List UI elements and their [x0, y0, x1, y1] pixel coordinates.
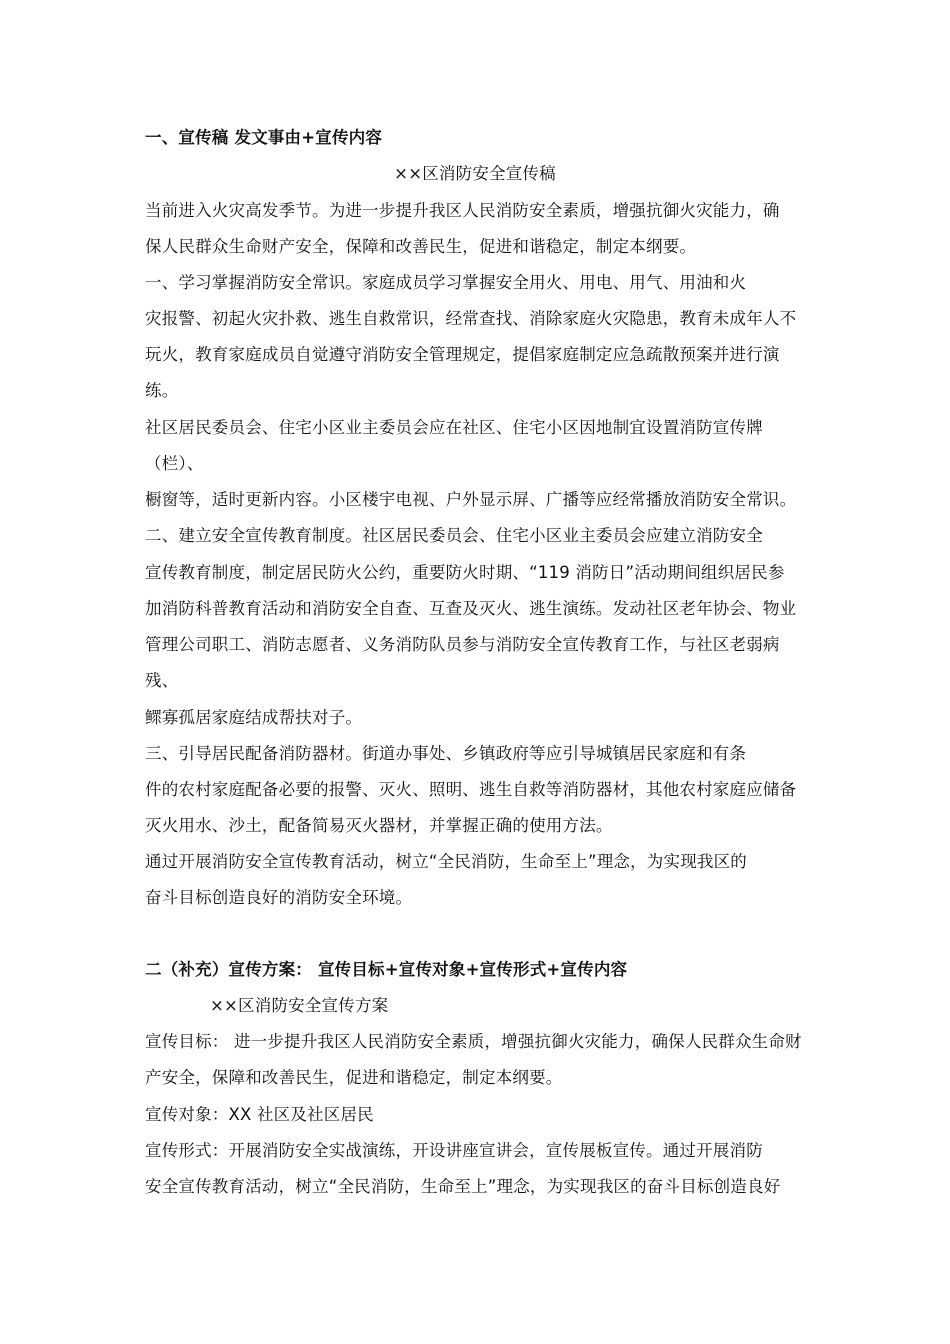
- body-line: 灾报警、初起火灾扑救、逃生自救常识，经常查找、消除家庭火灾隐患，教育未成年人不: [145, 309, 797, 328]
- section2-title: ××区消防安全宣传方案: [210, 996, 389, 1015]
- body-line: 保人民群众生命财产安全，保障和改善民生，促进和谐稳定，制定本纲要。: [145, 237, 697, 256]
- body-line: 鳏寡孤居家庭结成帮扶对子。: [145, 708, 363, 727]
- body-line: 当前进入火灾高发季节。为进一步提升我区人民消防安全素质，增强抗御火灾能力，确: [145, 201, 780, 220]
- body-line: 残、: [145, 671, 179, 690]
- body-line: 加消防科普教育活动和消防安全自查、互查及灭火、逃生演练。发动社区老年协会、物业: [145, 599, 797, 618]
- body-line: 宣传形式：开展消防安全实战演练，开设讲座宣讲会，宣传展板宣传。通过开展消防: [145, 1141, 763, 1160]
- body-line: 宣传目标： 进一步提升我区人民消防安全素质，增强抗御火灾能力，确保人民群众生命财: [145, 1032, 802, 1051]
- section1-heading: 一、宣传稿 发文事由+宣传内容: [145, 128, 383, 147]
- body-line: 社区居民委员会、住宅小区业主委员会应在社区、住宅小区因地制宜设置消防宣传牌: [145, 418, 763, 437]
- body-line: 宣传对象：XX 社区及社区居民: [145, 1105, 374, 1124]
- body-line: 练。: [145, 381, 179, 400]
- body-line: 一、学习掌握消防安全常识。家庭成员学习掌握安全用火、用电、用气、用油和火: [145, 273, 747, 292]
- body-line: 玩火，教育家庭成员自觉遵守消防安全管理规定，提倡家庭制定应急疏散预案并进行演: [145, 345, 780, 364]
- body-line: （栏）、: [145, 454, 204, 473]
- body-line: 三、引导居民配备消防器材。街道办事处、乡镇政府等应引导城镇居民家庭和有条: [145, 744, 747, 763]
- body-line: 二、建立安全宣传教育制度。社区居民委员会、住宅小区业主委员会应建立消防安全: [145, 526, 763, 545]
- body-line: 宣传教育制度，制定居民防火公约，重要防火时期、“119 消防日”活动期间组织居民参: [145, 563, 785, 582]
- body-line: 件的农村家庭配备必要的报警、灭火、照明、逃生自救等消防器材，其他农村家庭应储备: [145, 780, 797, 799]
- body-line: 奋斗目标创造良好的消防安全环境。: [145, 888, 413, 907]
- body-line: 产安全，保障和改善民生，促进和谐稳定，制定本纲要。: [145, 1068, 563, 1087]
- body-line: 安全宣传教育活动，树立“全民消防，生命至上”理念，为实现我区的奋斗目标创造良好: [145, 1177, 781, 1196]
- body-line: 通过开展消防安全宣传教育活动，树立“全民消防，生命至上”理念，为实现我区的: [145, 852, 747, 871]
- body-line: 灭火用水、沙土，配备简易灭火器材，并掌握正确的使用方法。: [145, 816, 613, 835]
- body-line: 管理公司职工、消防志愿者、义务消防队员参与消防安全宣传教育工作，与社区老弱病: [145, 635, 780, 654]
- section2-heading: 二（补充）宣传方案： 宣传目标+宣传对象+宣传形式+宣传内容: [145, 960, 628, 979]
- body-line: 橱窗等，适时更新内容。小区楼宇电视、户外显示屏、广播等应经常播放消防安全常识。: [145, 490, 797, 509]
- section1-title: ××区消防安全宣传稿: [394, 164, 556, 183]
